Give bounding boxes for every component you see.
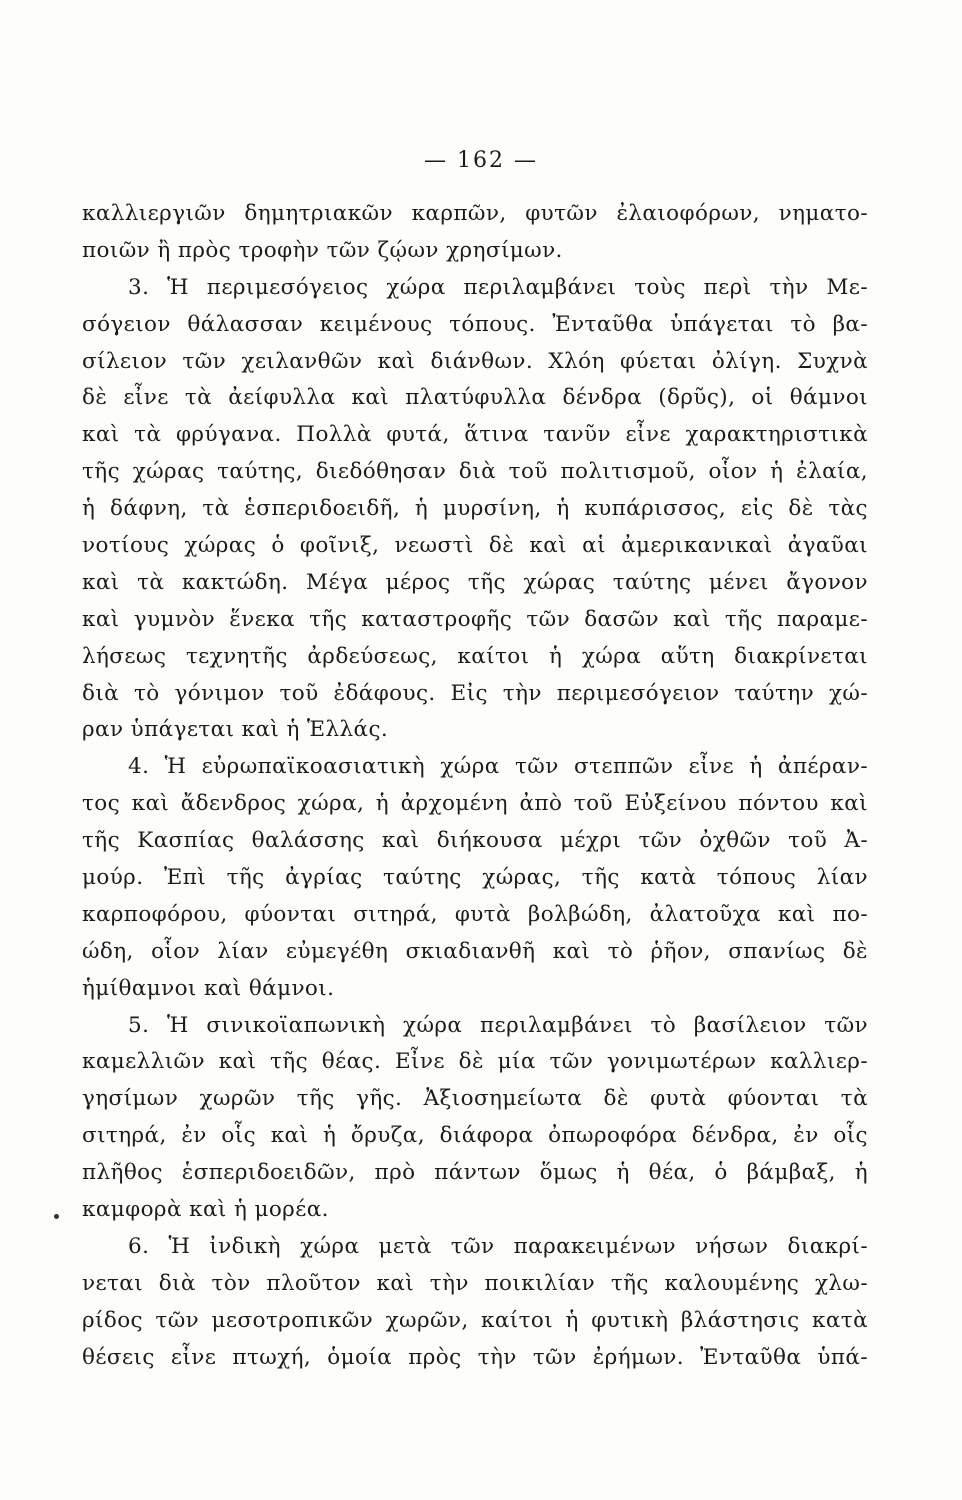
text-line: τος καὶ ἄδενδρος χώρα, ἡ ἀρχομένη ἀπὸ τοῦ Εὐξείνου πόντου καὶ xyxy=(82,791,868,817)
text-line: καὶ τὰ φρύγανα. Πολλὰ φυτά, ἅτινα τανῦν εἶνε χαρακτηριστικὰ xyxy=(82,422,868,448)
text-line: καμελλιῶν καὶ τῆς θέας. Εἶνε δὲ μία τῶν γονιμωτέρων καλλιερ- xyxy=(82,1049,868,1075)
text-line: μούρ. Ἐπὶ τῆς ἀγρίας ταύτης χώρας, τῆς κατὰ τόπους λίαν xyxy=(82,865,868,891)
margin-mark xyxy=(54,1214,59,1219)
text-line: καμφορὰ καὶ ἡ μορέα. xyxy=(82,1197,329,1223)
text-line: λήσεως τεχνητῆς ἀρδεύσεως, καίτοι ἡ χώρα αὕτη διακρίνεται xyxy=(82,643,868,669)
text-line: σίλειον τῶν χειλανθῶν καὶ διάνθων. Χλόη φύεται ὀλίγη. Συχνὰ xyxy=(82,348,868,374)
text-line: νοτίους χώρας ὁ φοῖνιξ, νεωστὶ δὲ καὶ αἱ ἀμερικανικαὶ ἀγαῦαι xyxy=(82,533,868,559)
text-line: τῆς χώρας ταύτης, διεδόθησαν διὰ τοῦ πολιτισμοῦ, οἷον ἡ ἐλαία, xyxy=(82,459,868,485)
text-line: σόγειον θάλασσαν κειμένους τόπους. Ἐνταῦθα ὑπάγεται τὸ βα- xyxy=(82,311,868,337)
body-text xyxy=(82,196,868,1377)
text-line: νεται διὰ τὸν πλοῦτον καὶ τὴν ποικιλίαν τῆς καλουμένης χλω- xyxy=(82,1270,868,1296)
text-line: 4. Ἡ εὐρωπαϊκοασιατικὴ χώρα τῶν στεππῶν εἶνε ἡ ἀπέραν- xyxy=(128,754,868,780)
text-line: 3. Ἡ περιμεσόγειος χώρα περιλαμβάνει τοὺς περὶ τὴν Με- xyxy=(128,274,868,300)
text-line: δὲ εἶνε τὰ ἀείφυλλα καὶ πλατύφυλλα δένδρα (δρῦς), οἱ θάμνοι xyxy=(82,385,868,411)
text-line: καὶ γυμνὸν ἕνεκα τῆς καταστροφῆς τῶν δασῶν καὶ τῆς παραμε- xyxy=(82,606,868,632)
text-line: ἡ δάφνη, τὰ ἑσπεριδοειδῆ, ἡ μυρσίνη, ἡ κυπάρισσος, εἰς δὲ τὰς xyxy=(82,496,868,522)
text-line: καρποφόρου, φύονται σιτηρά, φυτὰ βολβώδη, ἀλατοῦχα καὶ πο- xyxy=(82,901,868,927)
text-line: γησίμων χωρῶν τῆς γῆς. Ἀξιοσημείωτα δὲ φυτὰ φύονται τὰ xyxy=(82,1086,868,1112)
text-line: διὰ τὸ γόνιμον τοῦ ἐδάφους. Εἰς τὴν περιμεσόγειον ταύτην χώ- xyxy=(82,680,868,706)
text-line: θέσεις εἶνε πτωχή, ὁμοία πρὸς τὴν τῶν ἐρήμων. Ἐνταῦθα ὑπά- xyxy=(82,1344,868,1370)
text-line: τῆς Κασπίας θαλάσσης καὶ διήκουσα μέχρι τῶν ὀχθῶν τοῦ Ἀ- xyxy=(82,828,868,854)
text-line: 5. Ἡ σινικοϊαπωνικὴ χώρα περιλαμβάνει τὸ βασίλειον τῶν xyxy=(128,1012,868,1038)
text-line: 6. Ἡ ἰνδικὴ χώρα μετὰ τῶν παρακειμένων νήσων διακρί- xyxy=(128,1233,868,1259)
text-line: ώδη, οἷον λίαν εὐμεγέθη σκιαδιανθῆ καὶ τὸ ῥῆον, σπανίως δὲ xyxy=(82,938,868,964)
text-line: σιτηρά, ἐν οἷς καὶ ἡ ὄρυζα, διάφορα ὀπωροφόρα δένδρα, ἐν οἷς xyxy=(82,1123,868,1149)
page-number: — 162 — xyxy=(424,148,538,173)
text-line: καλλιεργιῶν δημητριακῶν καρπῶν, φυτῶν ἐλαιοφόρων, νηματο- xyxy=(82,201,868,226)
text-line: πλῆθος ἑσπεριδοειδῶν, πρὸ πάντων ὅμως ἡ θέα, ὁ βάμβαξ, ἡ xyxy=(82,1160,868,1186)
text-line: ποιῶν ἢ πρὸς τροφὴν τῶν ζῴων χρησίμων. xyxy=(82,237,563,263)
text-line: ραν ὑπάγεται καὶ ἡ Ἑλλάς. xyxy=(82,717,389,743)
text-line: ρίδος τῶν μεσοτροπικῶν χωρῶν, καίτοι ἡ φυτικὴ βλάστησις κατὰ xyxy=(82,1307,868,1333)
text-line: ἡμίθαμνοι καὶ θάμνοι. xyxy=(82,975,335,1001)
text-line: καὶ τὰ κακτώδη. Μέγα μέρος τῆς χώρας ταύτης μένει ἄγονον xyxy=(82,569,868,595)
